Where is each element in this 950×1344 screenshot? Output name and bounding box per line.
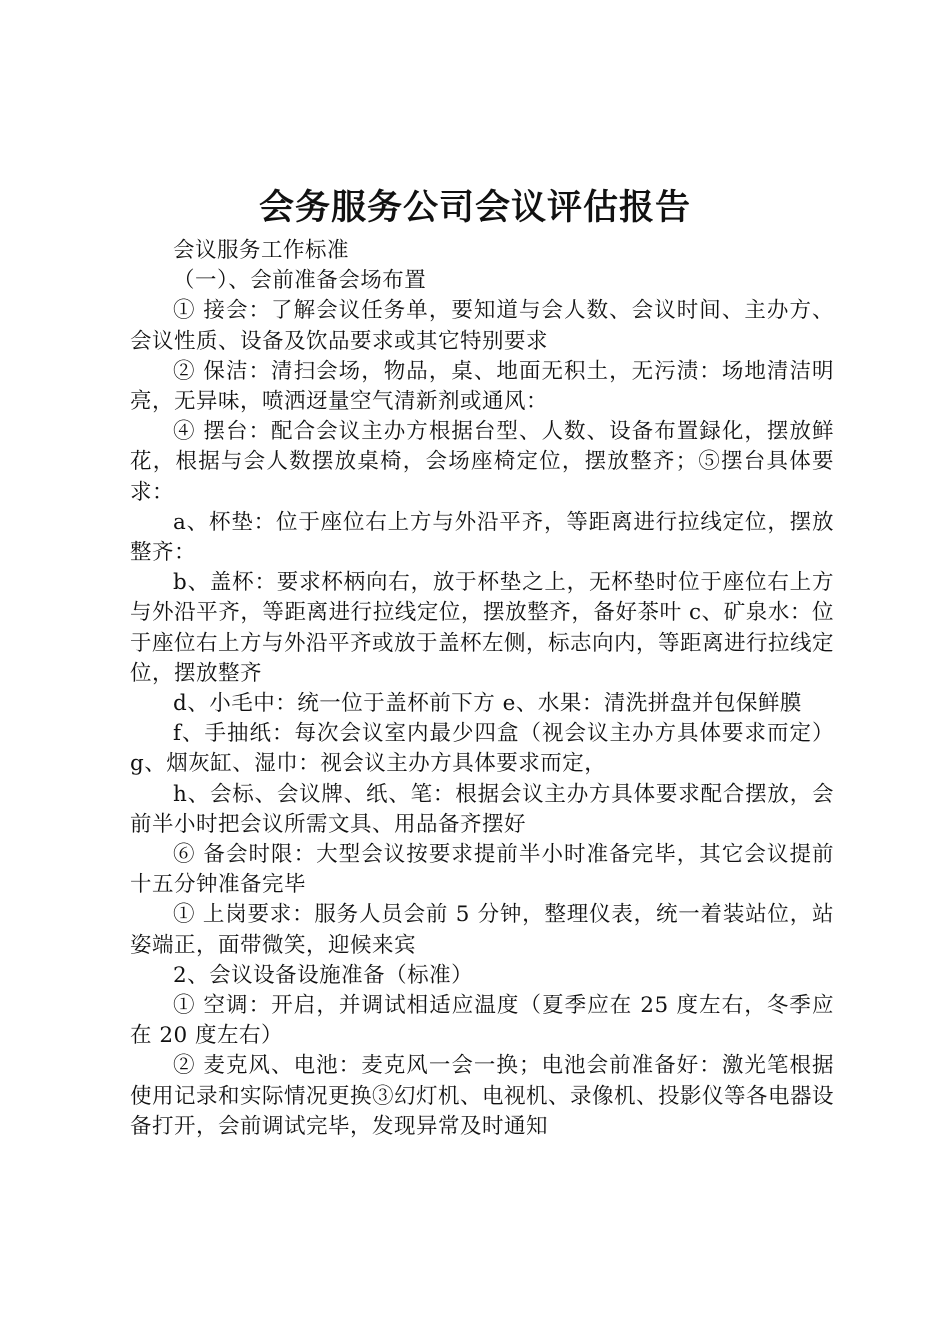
paragraph: 2、会议设备设施准备（标准） xyxy=(173,962,474,988)
paragraph: 会议服务工作标准 xyxy=(173,238,350,263)
paragraph: ④ 摆台：配合会议主办方根据台型、人数、设备布置録化，摆放鲜花，根据与会人数摆放桌椅，会场座椅定位，摆放整齐；⑤摆台具体要求： xyxy=(130,419,834,505)
paragraph: ⑥ 备会时限：大型会议按要求提前半小时准备完毕，其它会议提前十五分钟准备完毕 xyxy=(130,842,834,898)
paragraph: ② 保洁：清扫会场，物品，桌、地面无积土，无污渍：场地清洁明亮，无异味，喷洒迓量空气清新剂或通风： xyxy=(130,358,834,415)
paragraph: a、杯垫：位于座位右上方与外沿平齐，等距离进行拉线定位，摆放整齐： xyxy=(130,509,834,566)
paragraph: ② 麦克风、电池：麦克风一会一换；电池会前准备好：激光笔根据使用记录和实际情况更换③幻灯机、电视机、录像机、投影仪等各电器设备打开，会前调试完毕，发现异常及时通知 xyxy=(130,1053,835,1139)
paragraph: ① 接会：了解会议任务单，要知道与会人数、会议时间、主办方、会议性质、设备及饮品要求或其它特别要求 xyxy=(130,298,834,354)
paragraph: b、盖杯：要求杯柄向右，放于杯垫之上，无杯垫时位于座位右上方与外沿平齐，等距离进行拉线定位，摆放整齐，备好茶叶 c、矿泉水：位于座位右上方与外沿平齐或放于盖杯左侧，标志向内，等距离进行拉线定位，摆放整齐 xyxy=(130,570,835,686)
paragraph: （一）、会前准备会场布置 xyxy=(173,268,427,294)
paragraph: d、小毛中：统一位于盖杯前下方 e、水果：清洗拼盘并包保鲜膜 xyxy=(173,691,802,717)
paragraph: h、会标、会议牌、纸、笔：根据会议主办方具体要求配合摆放，会前半小时把会议所需文具、用品备齐摆好 xyxy=(130,781,834,837)
paragraph: f、手抽纸：每次会议室内最少四盒（视会议主办方具体要求而定）g、烟灰缸、湿巾：视会议主办方具体要求而定， xyxy=(130,721,834,777)
document-title: 会务服务公司会议评估报告 xyxy=(258,188,691,228)
paragraph: ① 上岗要求：服务人员会前 5 分钟，整理仪表，统一着装站位，站姿端正，面带微笑，迎候来宾 xyxy=(130,902,834,958)
document-body xyxy=(130,236,834,1142)
paragraph: ① 空调：开启，并调试相适应温度（夏季应在 25 度左右，冬季应在 20 度左右） xyxy=(130,993,834,1049)
